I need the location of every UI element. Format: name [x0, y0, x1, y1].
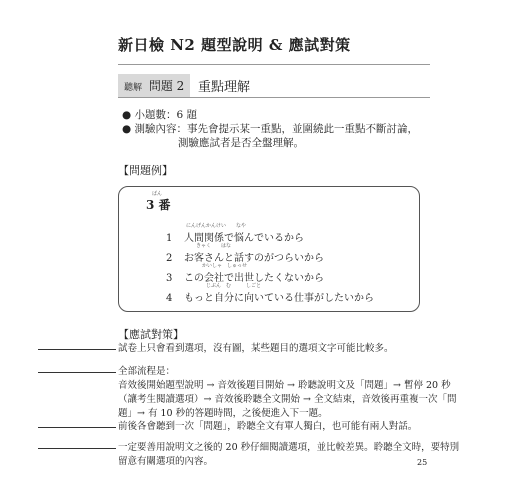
info-count: ● 小題數：6 題 [122, 109, 198, 121]
option-1-text: 人間関係で悩んでいるから [184, 233, 304, 244]
strategy-p2-line2: （讓考生閱讀選項）→ 音效後聆聽全文開始 → 全文結束，音效後再重複一次「問 [118, 394, 457, 405]
option-1-number: 1 [166, 233, 173, 244]
strategy-p2-line1: 音效後開始題型說明 → 音效後題目開始 → 聆聽說明文及「問題」→ 暫停 20 秒 [118, 380, 451, 391]
strategy-p4-line2: 留意有關選項的內容。 [118, 456, 214, 467]
question-type-tag [118, 74, 190, 97]
tag-prefix: 聽解 [124, 83, 143, 93]
leader-line-2 [38, 372, 116, 373]
option-2-ruby: きゃく はな [196, 243, 232, 249]
tag-label: 問題 2 [148, 79, 185, 93]
divider-bottom [118, 97, 430, 98]
option-4-text: もっと自分に向いている仕事がしたいから [184, 293, 374, 304]
option-3-text: この会社で出世したくないから [184, 273, 324, 284]
option-1-ruby: にんげんかんけい なや [186, 223, 247, 229]
option-3-ruby: かいしゃ しゅっせ [202, 263, 248, 269]
option-2-number: 2 [166, 253, 173, 264]
leader-line-4 [38, 448, 116, 449]
strategy-p3: 前後各會聽到一次「問題」，聆聽全文有單人獨白，也可能有兩人對話。 [118, 421, 418, 432]
number-ruby: ばん [152, 191, 163, 197]
strategy-p4-line1: 一定要善用說明文之後的 20 秒仔細閱讀選項，並比較差異。聆聽全文時，要特別 [118, 442, 460, 453]
strategy-heading: 【應試對策】 [118, 328, 184, 341]
leader-line-1 [38, 349, 116, 350]
info-content-line2: 測驗應試者是否全盤理解。 [178, 137, 304, 149]
info-content: ● 測驗內容：事先會提示某一重點，並圍繞此一重點不斷討論， [122, 123, 418, 135]
question-type-name: 重點理解 [198, 80, 251, 95]
option-1 [166, 229, 304, 244]
strategy-p2-title: 全部流程是： [118, 366, 176, 377]
option-4-ruby: じぶん む しごと [206, 283, 262, 289]
leader-line-3 [38, 427, 116, 428]
info-content-text: 測驗內容：事先會提示某一重點，並圍繞此一重點不斷討論， [134, 123, 418, 135]
question-number: 3 番 [146, 198, 171, 212]
option-2-text: お客さんと話すのがつらいから [184, 253, 324, 264]
strategy-p1: 試卷上只會看到選項，沒有圖，某些題目的選項文字可能比較多。 [118, 343, 394, 354]
option-4-number: 4 [166, 293, 173, 304]
strategy-p2-line3: 題」→ 有 10 秒的答題時間，之後便進入下一題。 [118, 408, 328, 419]
info-count-text: 小題數：6 題 [134, 109, 198, 121]
option-3-number: 3 [166, 273, 173, 284]
example-heading: 【問題例】 [118, 164, 173, 177]
page-title: 新日檢 N2 題型說明 & 應試對策 [118, 36, 351, 54]
divider-top [118, 64, 430, 65]
page-number: 25 [417, 458, 428, 467]
option-4 [166, 289, 374, 304]
